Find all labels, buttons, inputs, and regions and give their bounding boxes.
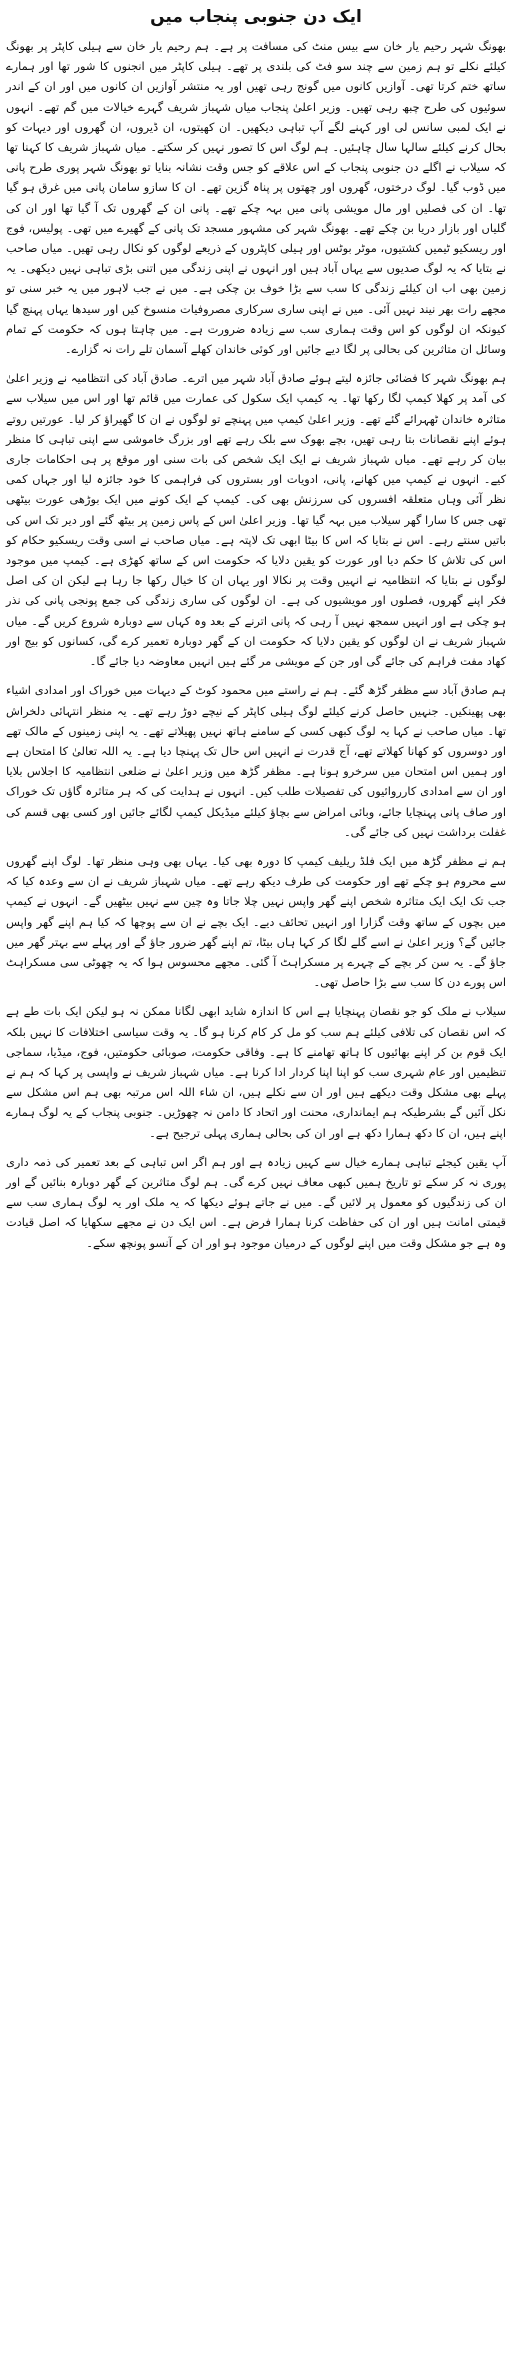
article-paragraph: ہم بھونگ شہر کا فضائی جائزہ لیتے ہوئے صادق آباد شہر میں اترے۔ صادق آباد کی انتظامیہ نے وزیر اعلیٰ کی آمد پر کھلا کیمپ لگا رکھا تھا۔ یہ کیمپ ایک سکول کی عمارت میں قائم تھا اور اس میں سیلاب سے متاثرہ خاندان ٹھہرائے گئے تھے۔ وزیر اعلیٰ کیمپ میں پہنچے تو لوگوں نے ان کا گھیراؤ کر لیا۔ عورتیں روتے ہوئے اپنے نقصانات بتا رہی تھیں، بچے بھوک سے بلک رہے تھے اور بزرگ خاموشی سے اپنی تباہی کا منظر بیان کر رہے تھے۔ میاں شہباز شریف نے ایک ایک شخص کی بات سنی اور موقع پر ہی احکامات جاری کیے۔ انہوں نے کیمپ میں کھانے، پانی، ادویات اور بستروں کی فراہمی کا خود جائزہ لیا اور جہاں کمی نظر آئی وہاں متعلقہ افسروں کی سرزنش بھی کی۔ کیمپ کے ایک کونے میں ایک بوڑھی عورت بیٹھی تھی جس کا سارا گھر سیلاب میں بہہ گیا تھا۔ وزیر اعلیٰ اس کے پاس زمین پر بیٹھ گئے اور دیر تک اس کی باتیں سنتے رہے۔ اس نے بتایا کہ اس کا بیٹا ابھی تک لاپتہ ہے۔ میاں صاحب نے اسی وقت ریسکیو حکام کو اس کی تلاش کا حکم دیا اور عورت کو یقین دلایا کہ حکومت اس کے ساتھ کھڑی ہے۔ کیمپ میں موجود لوگوں نے بتایا کہ انتظامیہ نے انہیں وقت پر نکالا اور یہاں ان کا خیال رکھا جا رہا ہے لیکن ان کی اصل فکر اپنے گھروں، فصلوں اور مویشیوں کی ہے۔ ان لوگوں کی ساری زندگی کی جمع پونجی پانی کی نذر ہو چکی ہے اور انہیں سمجھ نہیں آ رہی کہ پانی اترنے کے بعد وہ کہاں سے دوبارہ شروع کریں گے۔ میاں شہباز شریف نے ان لوگوں کو یقین دلایا کہ حکومت ان کے گھر دوبارہ تعمیر کرے گی، کسانوں کو بیج اور کھاد مفت فراہم کی جائے گی اور جن کے مویشی مر گئے ہیں انہیں معاوضہ دیا جائے گا۔ bbox=[6, 371, 506, 669]
article-headline: ایک دن جنوبی پنجاب میں bbox=[150, 7, 362, 27]
article-paragraph: سیلاب نے ملک کو جو نقصان پہنچایا ہے اس کا اندازہ شاید ابھی لگانا ممکن نہ ہو لیکن ایک بات طے ہے کہ اس نقصان کی تلافی کیلئے ہم سب کو مل کر کام کرنا ہو گا۔ یہ وقت سیاسی اختلافات کا نہیں بلکہ ایک قوم بن کر اپنے بھائیوں کا ہاتھ تھامنے کا ہے۔ وفاقی حکومت، صوبائی حکومتیں، فوج، میڈیا، سماجی تنظیمیں اور عام شہری سب کو اپنا اپنا کردار ادا کرنا ہے۔ میاں شہباز شریف نے واپسی پر کہا کہ ہم نے پہلے بھی مشکل وقت دیکھے ہیں اور ان سے نکلے ہیں، ان شاء اللہ اس مرتبہ بھی ہم اس مشکل سے نکل آئیں گے بشرطیکہ ہم ایمانداری، محنت اور اتحاد کا دامن نہ چھوڑیں۔ جنوبی پنجاب کے یہ لوگ ہمارے اپنے ہیں، ان کا دکھ ہمارا دکھ ہے اور ان کی بحالی ہماری پہلی ترجیح ہے۔ bbox=[6, 1004, 506, 1140]
article-paragraph: ہم نے مظفر گڑھ میں ایک فلڈ ریلیف کیمپ کا دورہ بھی کیا۔ یہاں بھی وہی منظر تھا۔ لوگ اپنے گھروں سے محروم ہو چکے تھے اور حکومت کی طرف دیکھ رہے تھے۔ میاں شہباز شریف نے ان سے وعدہ کیا کہ جب تک ایک ایک متاثرہ شخص اپنے گھر واپس نہیں چلا جاتا وہ چین سے نہیں بیٹھیں گے۔ انہوں نے کیمپ میں بچوں کے ساتھ وقت گزارا اور انہیں تحائف دیے۔ ایک بچے نے ان سے پوچھا کہ کیا ہم اپنے گھر واپس جائیں گے؟ وزیر اعلیٰ نے اسے گلے لگا کر کہا ہاں بیٹا، تم اپنے گھر ضرور جاؤ گے اور پہلے سے بہتر گھر میں جاؤ گے۔ یہ سن کر بچے کے چہرے پر مسکراہٹ آ گئی۔ مجھے محسوس ہوا کہ یہ چھوٹی سی مسکراہٹ اس پورے دن کا سب سے بڑا حاصل تھی۔ bbox=[6, 853, 506, 990]
article-paragraph: بھونگ شہر رحیم یار خان سے بیس منٹ کی مسافت پر ہے۔ ہم رحیم یار خان سے ہیلی کاپٹر پر بھونگ کیلئے نکلے تو ہم زمین سے چند سو فٹ کی بلندی پر تھے۔ ہیلی کاپٹر میں انجنوں کا شور تھا اور ہمارے ساتھ ختم کرتا تھی۔ آوازیں کانوں میں گونج رہی تھیں اور یہ منتشر آوازیں ان کانوں میں اور ان کے اندر سوئیوں کی طرح چبھ رہی تھیں۔ وزیر اعلیٰ پنجاب میاں شہباز شریف گہرے خیالات میں گم تھے۔ انہوں نے ایک لمبی سانس لی اور کہنے لگے آپ تباہی دیکھیں۔ ان کھیتوں، ان ڈیروں، ان گھروں اور دیہات کو بحال کرنے کیلئے سالہا سال چاہئیں۔ ہم لوگ اس کا تصور نہیں کر سکتے۔ میاں شہباز شریف کا کہنا تھا کہ سیلاب نے اگلے دن جنوبی پنجاب کے اس علاقے کو جس وقت نشانہ بنایا تو بھونگ شہر پوری طرح پانی میں ڈوب گیا۔ لوگ درختوں، گھروں اور چھتوں پر پناہ گزین تھے۔ ان کا سازو سامان پانی میں غرق ہو گیا تھا۔ ان کی فصلیں اور مال مویشی پانی میں بہہ چکے تھے۔ پانی ان کے گھروں تک آ گیا تھا اور ان کی گلیاں اور بازار دریا بن چکے تھے۔ بھونگ شہر کی مشہور مسجد تک پانی کے گھیرے میں تھی۔ پولیس، فوج اور ریسکیو ٹیمیں کشتیوں، موٹر بوٹس اور ہیلی کاپٹروں کے ذریعے لوگوں کو نکال رہی تھیں۔ میاں صاحب نے بتایا کہ یہ لوگ صدیوں سے یہاں آباد ہیں اور انہوں نے اپنی زندگی میں اتنی بڑی تباہی نہیں دیکھی۔ یہ زمین بھی اب ان کیلئے زندگی کا سب سے بڑا خوف بن چکی ہے۔ میں نے جب لاہور میں یہ خبر سنی تو مجھے رات بھر نیند نہیں آئی۔ میں نے اپنی ساری سرکاری مصروفیات منسوخ کیں اور سیدھا یہاں پہنچ گیا کیونکہ ان لوگوں کو اس وقت ہماری سب سے زیادہ ضرورت ہے۔ میں چاہتا ہوں کہ حکومت کے تمام وسائل ان متاثرین کی بحالی پر لگا دیے جائیں اور کوئی خاندان کھلے آسمان تلے رات نہ گزارے۔ bbox=[6, 39, 506, 357]
article-paragraph: آپ یقین کیجئے تباہی ہمارے خیال سے کہیں زیادہ ہے اور ہم اگر اس تباہی کے بعد تعمیر کی ذمہ داری پوری نہ کر سکے تو تاریخ ہمیں کبھی معاف نہیں کرے گی۔ ہم لوگ متاثرین کے گھر دوبارہ بنائیں گے اور ان کی زندگیوں کو معمول پر لائیں گے۔ میں نے جاتے ہوئے دیکھا کہ یہ ملک اور یہ لوگ ہماری سب سے قیمتی امانت ہیں اور ان کی حفاظت کرنا ہمارا فرض ہے۔ اس ایک دن نے مجھے سکھایا کہ اصل قیادت وہ ہے جو مشکل وقت میں اپنے لوگوں کے درمیان موجود ہو اور ان کے آنسو پونچھ سکے۔ bbox=[6, 1154, 506, 1250]
article-body bbox=[6, 36, 506, 1253]
article-paragraph: ہم صادق آباد سے مظفر گڑھ گئے۔ ہم نے راستے میں محمود کوٹ کے دیہات میں خوراک اور امدادی اشیاء بھی پھینکیں۔ جنہیں حاصل کرنے کیلئے لوگ ہیلی کاپٹر کے نیچے دوڑ رہے تھے۔ یہ منظر انتہائی دلخراش تھا۔ میاں صاحب نے کہا یہ لوگ کبھی کسی کے سامنے ہاتھ نہیں پھیلاتے تھے۔ یہ اپنی زمینوں کے مالک تھے اور دوسروں کو کھانا کھلاتے تھے، آج قدرت نے انہیں اس حال تک پہنچا دیا ہے۔ یہ اللہ تعالیٰ کا امتحان ہے اور ہمیں اس امتحان میں سرخرو ہونا ہے۔ مظفر گڑھ میں وزیر اعلیٰ نے ضلعی انتظامیہ کا اجلاس بلایا اور ان سے امدادی کارروائیوں کی تفصیلات طلب کیں۔ انہوں نے ہدایت کی کہ ہر متاثرہ گاؤں تک خوراک اور صاف پانی پہنچایا جائے، وبائی امراض سے بچاؤ کیلئے میڈیکل کیمپ لگائے جائیں اور کسی بھی قسم کی غفلت برداشت نہیں کی جائے گی۔ bbox=[6, 683, 506, 839]
